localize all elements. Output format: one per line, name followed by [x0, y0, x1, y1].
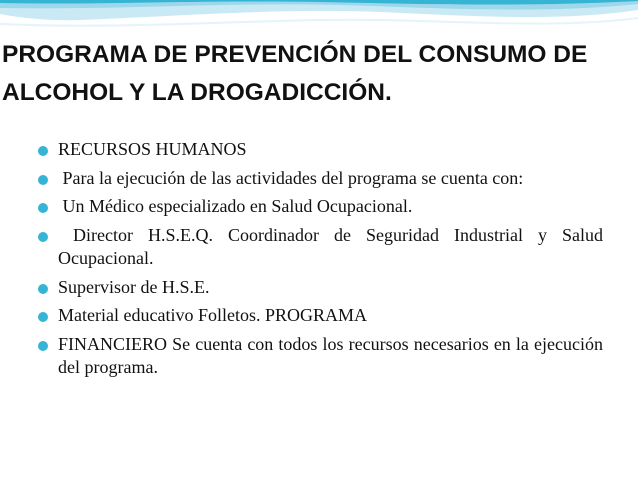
- list-item: [38, 276, 603, 300]
- bullet-icon: [38, 341, 48, 351]
- list-item-text: Un Médico especializado en Salud Ocupacional.: [58, 196, 413, 216]
- list-item: [38, 304, 603, 328]
- list-item: [38, 167, 603, 191]
- list-item-text: Material educativo Folletos. PROGRAMA: [58, 305, 367, 325]
- list-item: [38, 138, 603, 162]
- list-item-text: FINANCIERO Se cuenta con todos los recursos necesarios en la ejecución del programa.: [58, 333, 603, 377]
- bullet-icon: [38, 312, 48, 322]
- list-item-text: Supervisor de H.S.E.: [58, 276, 210, 297]
- bullet-icon: [38, 146, 48, 156]
- bullet-icon: [38, 175, 48, 185]
- list-item: [38, 195, 603, 219]
- title-line-2: ALCOHOL Y LA DROGADICCIÓN.: [2, 79, 392, 106]
- list-item-text: RECURSOS HUMANOS: [58, 139, 247, 159]
- bullet-icon: [38, 284, 48, 294]
- bullet-icon: [38, 203, 48, 213]
- list-item: [38, 224, 608, 271]
- list-item-text: Director H.S.E.Q. Coordinador de Seguridad Industrial y Salud Ocupacional.: [58, 224, 608, 268]
- bullet-icon: [38, 232, 48, 242]
- page-title: [2, 36, 636, 112]
- list-item-text: Para la ejecución de las actividades del programa se cuenta con:: [58, 167, 524, 188]
- title-line-1: PROGRAMA DE PREVENCIÓN DEL CONSUMO DE: [2, 41, 588, 68]
- bullet-list: [38, 138, 608, 385]
- list-item: [38, 333, 603, 380]
